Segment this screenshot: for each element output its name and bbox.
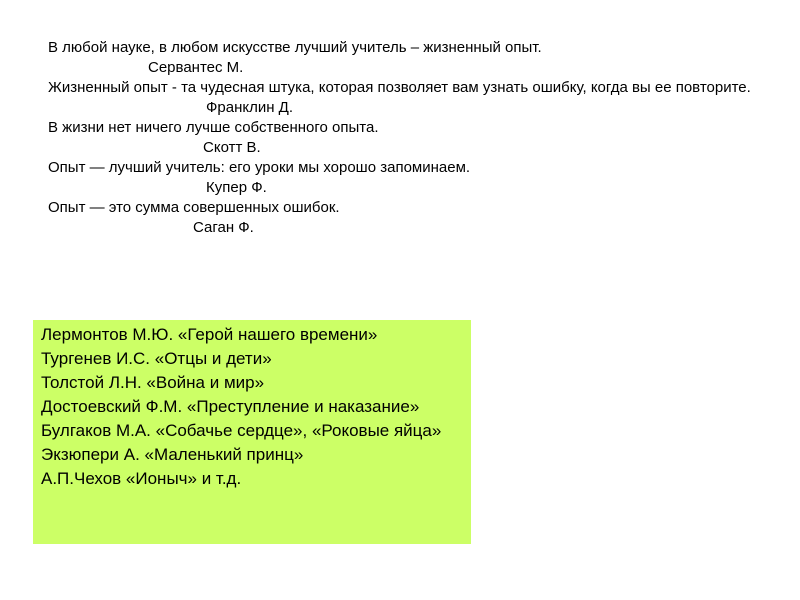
quote-text: Жизненный опыт - та чудесная штука, которая позволяет вам узнать ошибку, когда вы ее повторите. <box>48 79 751 96</box>
book-item: Достоевский Ф.М. «Преступление и наказание» <box>41 397 420 416</box>
book-item: Булгаков М.А. «Собачье сердце», «Роковые яйца» <box>41 421 442 440</box>
quote-text: В жизни нет ничего лучше собственного опыта. <box>48 119 379 136</box>
quote-text: Опыт — лучший учитель: его уроки мы хорошо запоминаем. <box>48 159 471 176</box>
book-item: А.П.Чехов «Ионыч» и т.д. <box>41 469 242 488</box>
quote-author: Франклин Д. <box>206 99 294 116</box>
book-item: Толстой Л.Н. «Война и мир» <box>41 373 265 392</box>
quote-author: Купер Ф. <box>206 179 267 196</box>
quote-text: В любой науке, в любом искусстве лучший учитель – жизненный опыт. <box>48 39 542 56</box>
book-item: Тургенев И.С. «Отцы и дети» <box>41 349 272 368</box>
book-list <box>33 320 471 544</box>
book-item: Экзюпери А. «Маленький принц» <box>41 445 304 464</box>
quote-author: Саган Ф. <box>193 219 254 236</box>
quote-author: Скотт В. <box>203 139 261 156</box>
book-item: Лермонтов М.Ю. «Герой нашего времени» <box>41 325 378 344</box>
quote-author: Сервантес М. <box>148 59 244 76</box>
quotes-block <box>48 38 768 238</box>
quote-text: Опыт — это сумма совершенных ошибок. <box>48 199 340 216</box>
